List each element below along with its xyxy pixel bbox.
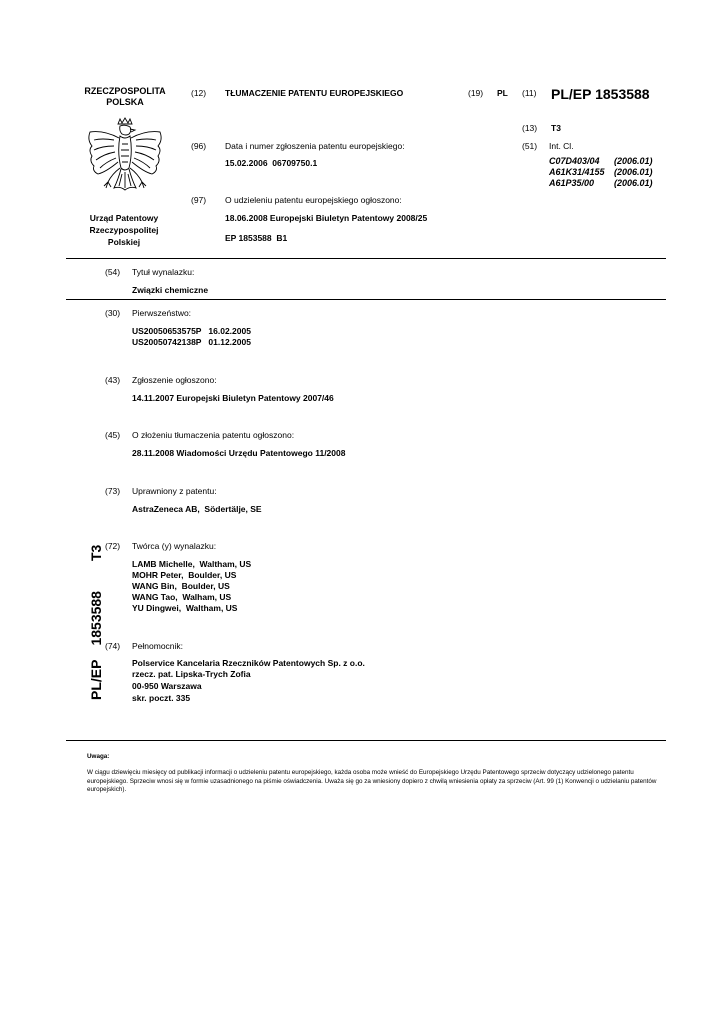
code-51: (51) bbox=[522, 141, 538, 151]
code-45: (45) bbox=[105, 430, 121, 440]
office-name-line3: Polskiej bbox=[107, 237, 141, 247]
field-97-value: 18.06.2008 Europejski Biuletyn Patentowy 2008/25 bbox=[225, 213, 428, 223]
invention-title: Związki chemiczne bbox=[132, 285, 209, 295]
code-74: (74) bbox=[105, 641, 121, 651]
side-stamp-kind: T3 bbox=[88, 544, 104, 562]
patent-owner: AstraZeneca AB, Södertälje, SE bbox=[132, 504, 262, 514]
polish-eagle-emblem-icon bbox=[84, 116, 166, 208]
field-43-value: 14.11.2007 Europejski Biuletyn Patentowy 2007/46 bbox=[132, 393, 334, 403]
inventor: LAMB Michelle, Waltham, US bbox=[132, 559, 252, 569]
priority-line: US20050653575P 16.02.2005 bbox=[132, 326, 251, 336]
field-73-label: Uprawniony z patentu: bbox=[132, 486, 217, 496]
inventor: WANG Bin, Boulder, US bbox=[132, 581, 230, 591]
code-96: (96) bbox=[191, 141, 207, 151]
side-publication-stamp bbox=[88, 545, 104, 700]
title-divider bbox=[66, 299, 666, 300]
code-11: (11) bbox=[522, 88, 537, 98]
kind-code: T3 bbox=[551, 123, 561, 133]
attorney-line: rzecz. pat. Lipska-Trych Zofia bbox=[132, 669, 251, 679]
code-97: (97) bbox=[191, 195, 207, 205]
header-divider bbox=[66, 258, 666, 259]
field-74-label: Pełnomocnik: bbox=[132, 641, 184, 651]
ipc-version: (2006.01) bbox=[614, 156, 653, 166]
code-73: (73) bbox=[105, 486, 121, 496]
ipc-code: A61K31/4155 bbox=[549, 167, 605, 177]
side-stamp-prefix: PL/EP bbox=[88, 659, 104, 700]
field-43-label: Zgłoszenie ogłoszono: bbox=[132, 375, 217, 385]
attorney-line: Polservice Kancelaria Rzeczników Patentowych Sp. z o.o. bbox=[132, 658, 365, 668]
note-title: Uwaga: bbox=[87, 753, 110, 760]
code-19: (19) bbox=[468, 88, 484, 98]
field-45-label: O złożeniu tłumaczenia patentu ogłoszono: bbox=[132, 430, 295, 440]
field-54-label: Tytuł wynalazku: bbox=[132, 267, 195, 277]
ipc-version: (2006.01) bbox=[614, 167, 653, 177]
ipc-code: A61P35/00 bbox=[549, 178, 595, 188]
code-43: (43) bbox=[105, 375, 121, 385]
ipc-code: C07D403/04 bbox=[549, 156, 600, 166]
note-text: W ciągu dziewięciu miesięcy od publikacji informacji o udzieleniu patentu europejskiego, każda osoba może wnieść do Europejskiego Urzędu Patentowego sprzeciw dotyczący udzielonego patentu europejskiego. Sprzeciw wnosi się w formie uzasadnionego na piśmie oświadczenia. Uważa się go za wniesiony dopiero z chwilą wniesienia opłaty za sprzeciw (Art. 99 (1) Konwencji o udzielaniu patentów europejskich). bbox=[87, 769, 657, 793]
field-45-value: 28.11.2008 Wiadomości Urzędu Patentowego 11/2008 bbox=[132, 448, 346, 458]
code-12: (12) bbox=[191, 88, 207, 98]
publication-number: PL/EP 1853588 bbox=[551, 86, 650, 102]
attorney-line: skr. poczt. 335 bbox=[132, 693, 191, 703]
inventor: MOHR Peter, Boulder, US bbox=[132, 570, 237, 580]
code-72: (72) bbox=[105, 541, 121, 551]
code-13: (13) bbox=[522, 123, 538, 133]
inventor: YU Dingwei, Waltham, US bbox=[132, 603, 238, 613]
field-97-ep-number: EP 1853588 B1 bbox=[225, 233, 288, 243]
side-stamp-number: 1853588 bbox=[88, 591, 104, 646]
code-54: (54) bbox=[105, 267, 121, 277]
ipc-version: (2006.01) bbox=[614, 178, 653, 188]
field-30-label: Pierwszeństwo: bbox=[132, 308, 192, 318]
intcl-label: Int. Cl. bbox=[549, 141, 574, 151]
country-name-line1: RZECZPOSPOLITA bbox=[84, 86, 166, 96]
inventor: WANG Tao, Walham, US bbox=[132, 592, 232, 602]
country-name-line2: POLSKA bbox=[106, 97, 144, 107]
office-name-line2: Rzeczypospolitej bbox=[89, 225, 159, 235]
field-97-label: O udzieleniu patentu europejskiego ogłoszono: bbox=[225, 195, 402, 205]
attorney-line: 00-950 Warszawa bbox=[132, 681, 202, 691]
field-72-label: Twórca (y) wynalazku: bbox=[132, 541, 217, 551]
field-96-value: 15.02.2006 06709750.1 bbox=[225, 158, 318, 168]
field-96-label: Data i numer zgłoszenia patentu europejskiego: bbox=[225, 141, 405, 151]
document-type: TŁUMACZENIE PATENTU EUROPEJSKIEGO bbox=[225, 88, 404, 98]
office-name-line1: Urząd Patentowy bbox=[89, 213, 159, 223]
priority-line: US20050742138P 01.12.2005 bbox=[132, 337, 251, 347]
country-code: PL bbox=[497, 88, 508, 98]
code-30: (30) bbox=[105, 308, 121, 318]
footer-divider bbox=[66, 740, 666, 741]
